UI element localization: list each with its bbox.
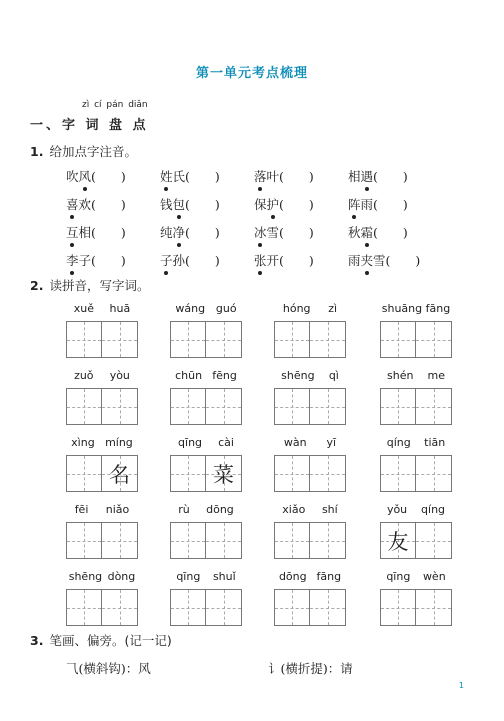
word-group (170, 570, 242, 626)
item-text: 相 (348, 169, 361, 184)
pinyin-syllable: shí (321, 503, 338, 516)
pinyin-syllable: xìng (71, 436, 95, 449)
writing-box[interactable] (67, 523, 102, 558)
question-1-text: 给加点字注音。 (49, 144, 137, 159)
word-group (380, 436, 452, 492)
question-3-text: 笔画、偏旁。(记一记) (49, 633, 172, 648)
writing-boxes (66, 522, 138, 559)
writing-box[interactable] (416, 389, 451, 424)
item-answer-blank: 子( ) (78, 253, 126, 268)
question-3-number: 3. (30, 633, 44, 648)
writing-box[interactable] (381, 590, 416, 625)
word-group (66, 436, 138, 492)
pinyin-syllable: fāng (316, 570, 342, 583)
item-answer-blank: 叶( ) (266, 169, 314, 184)
pinyin-syllable: wáng (175, 302, 206, 315)
writing-box[interactable] (310, 389, 345, 424)
writing-boxes (380, 321, 452, 358)
pinyin-syllable: niǎo (105, 503, 130, 516)
word-group (274, 302, 346, 358)
writing-boxes (170, 522, 242, 559)
writing-box[interactable] (206, 456, 241, 491)
word-group (170, 436, 242, 492)
item-answer-blank: ( ) (185, 225, 220, 240)
word-pinyin (380, 369, 452, 383)
page-number: 1 (458, 681, 464, 690)
box-character: 名 (109, 462, 130, 487)
writing-box[interactable] (381, 322, 416, 357)
question-2-text: 读拼音，写字词。 (49, 278, 150, 293)
writing-box[interactable] (171, 389, 206, 424)
pinyin-syllable: zì (328, 302, 338, 315)
word-group (274, 570, 346, 626)
writing-boxes (170, 589, 242, 626)
writing-box[interactable] (275, 523, 310, 558)
writing-box[interactable] (102, 322, 137, 357)
pinyin-syllable: qīng (176, 570, 201, 583)
section-pinyin: zì cí pán diǎn (82, 100, 148, 110)
item-answer-blank: 雪( ) (266, 225, 314, 240)
pinyin-item[interactable] (66, 251, 126, 269)
item-text: 秋 (348, 225, 361, 240)
writing-boxes (66, 589, 138, 626)
dotted-character: 落 (254, 169, 267, 184)
writing-box[interactable] (310, 523, 345, 558)
pinyin-syllable: chūn (175, 369, 203, 382)
pinyin-syllable: míng (105, 436, 133, 449)
writing-box[interactable] (381, 456, 416, 491)
item-answer-blank: ( ) (373, 169, 408, 184)
word-group (66, 302, 138, 358)
writing-boxes (274, 388, 346, 425)
word-group (380, 503, 452, 559)
writing-box[interactable] (67, 456, 102, 491)
pinyin-syllable: shēng (281, 369, 315, 382)
writing-box[interactable] (310, 590, 345, 625)
section-heading: 一、字 词 盘 点 (30, 118, 149, 133)
item-answer-blank: ( ) (185, 197, 220, 212)
item-text: 保 (254, 197, 267, 212)
pinyin-item[interactable] (254, 251, 314, 269)
pinyin-item[interactable] (66, 223, 126, 241)
pinyin-syllable: fēng (212, 369, 237, 382)
pinyin-syllable: qīng (386, 570, 411, 583)
dotted-character: 姓 (160, 169, 173, 184)
dotted-character: 包 (172, 197, 186, 212)
writing-box[interactable] (275, 389, 310, 424)
pinyin-item[interactable] (348, 195, 408, 213)
pinyin-item[interactable] (348, 167, 408, 185)
pinyin-item[interactable] (254, 167, 314, 185)
word-pinyin (380, 503, 452, 517)
word-pinyin (170, 369, 242, 383)
word-pinyin (380, 436, 452, 450)
pinyin-syllable: tiān (424, 436, 446, 449)
item-text: 吹 (66, 169, 79, 184)
dotted-character: 张 (254, 253, 267, 268)
word-group (274, 436, 346, 492)
pinyin-syllable: xuě (73, 302, 95, 315)
writing-boxes (380, 388, 452, 425)
dotted-character: 喜 (66, 197, 79, 212)
word-pinyin (66, 369, 138, 383)
writing-boxes (380, 522, 452, 559)
question-1-number: 1. (30, 144, 44, 159)
item-answer-blank: 欢( ) (78, 197, 126, 212)
word-pinyin (66, 436, 138, 450)
item-answer-blank: 孙( ) (172, 253, 220, 268)
writing-box[interactable] (275, 322, 310, 357)
word-group (66, 503, 138, 559)
writing-box[interactable] (275, 590, 310, 625)
word-pinyin (274, 570, 346, 584)
item-text: 钱 (160, 197, 173, 212)
pinyin-syllable: wèn (422, 570, 446, 583)
pinyin-syllable: yòu (109, 369, 130, 382)
item-text: 雨 (348, 253, 361, 268)
pinyin-syllable: qíng (386, 436, 411, 449)
writing-box[interactable] (310, 322, 345, 357)
writing-boxes (170, 388, 242, 425)
pinyin-syllable: fēi (74, 503, 89, 516)
pinyin-syllable: rù (178, 503, 190, 516)
dotted-character: 霜 (360, 225, 374, 240)
question-3 (30, 631, 172, 649)
pinyin-syllable: xiǎo (282, 503, 306, 516)
pinyin-syllable: dōng (278, 570, 307, 583)
writing-box[interactable] (416, 456, 451, 491)
writing-box[interactable] (171, 590, 206, 625)
question-2-number: 2. (30, 278, 44, 293)
word-pinyin (274, 302, 346, 316)
box-character: 友 (387, 529, 409, 554)
word-pinyin (274, 369, 346, 383)
page-title: 第一单元考点梳理 (195, 66, 308, 81)
pinyin-syllable: dòng (107, 570, 136, 583)
writing-box[interactable] (171, 322, 206, 357)
writing-boxes (66, 388, 138, 425)
word-group (274, 369, 346, 425)
pinyin-syllable: huā (109, 302, 131, 315)
pinyin-syllable: hóng (282, 302, 311, 315)
writing-boxes (66, 455, 138, 492)
word-group (380, 570, 452, 626)
item-answer-blank: 氏( ) (172, 169, 220, 184)
pinyin-syllable: fāng (425, 302, 451, 315)
writing-boxes (170, 321, 242, 358)
writing-box[interactable] (171, 523, 206, 558)
dotted-character: 冰 (254, 225, 267, 240)
pinyin-syllable: yī (326, 436, 337, 449)
writing-boxes (274, 589, 346, 626)
pinyin-item[interactable] (160, 223, 220, 241)
word-group (66, 369, 138, 425)
word-group (170, 302, 242, 358)
pinyin-syllable: zuǒ (74, 369, 94, 382)
writing-boxes (274, 321, 346, 358)
pinyin-syllable: shuāng (381, 302, 423, 315)
dotted-character: 阵 (348, 197, 361, 212)
pinyin-item[interactable] (160, 251, 220, 269)
word-pinyin (66, 503, 138, 517)
writing-boxes (66, 321, 138, 358)
pinyin-item[interactable] (66, 195, 126, 213)
writing-box[interactable] (102, 523, 137, 558)
writing-box[interactable] (381, 389, 416, 424)
pinyin-item[interactable] (348, 251, 420, 269)
pinyin-item[interactable] (254, 223, 314, 241)
item-answer-blank: 雨( ) (360, 197, 408, 212)
word-group (66, 570, 138, 626)
writing-box[interactable] (275, 456, 310, 491)
writing-box[interactable] (206, 322, 241, 357)
writing-box[interactable] (206, 389, 241, 424)
pinyin-item[interactable] (160, 195, 220, 213)
pinyin-item[interactable] (348, 223, 408, 241)
word-pinyin (380, 570, 452, 584)
writing-box[interactable] (102, 456, 137, 491)
writing-box[interactable] (102, 389, 137, 424)
writing-box[interactable] (67, 389, 102, 424)
dotted-character: 互 (66, 225, 79, 240)
item-answer-blank: ( ) (373, 225, 408, 240)
pinyin-syllable: qì (328, 369, 339, 382)
word-pinyin (66, 302, 138, 316)
word-pinyin (274, 503, 346, 517)
writing-box[interactable] (416, 322, 451, 357)
dotted-character: 护 (266, 197, 280, 212)
dotted-character: 遇 (360, 169, 374, 184)
item-answer-blank: ( ) (91, 169, 126, 184)
stroke-item-1: ⺄(横斜钩)：风 (66, 661, 151, 676)
word-group (170, 369, 242, 425)
item-answer-blank: 开( ) (266, 253, 314, 268)
pinyin-syllable: yǒu (386, 503, 408, 516)
writing-box[interactable] (171, 456, 206, 491)
pinyin-syllable: cài (218, 436, 234, 449)
writing-boxes (274, 522, 346, 559)
stroke-item-2: 讠(横折提)：请 (268, 661, 353, 676)
pinyin-syllable: shén (387, 369, 414, 382)
word-group (380, 302, 452, 358)
pinyin-item[interactable] (66, 167, 126, 185)
item-text: 纯 (160, 225, 173, 240)
pinyin-syllable: qīng (178, 436, 203, 449)
item-answer-blank: 相( ) (78, 225, 126, 240)
writing-box[interactable] (416, 523, 451, 558)
writing-box[interactable] (67, 590, 102, 625)
word-pinyin (66, 570, 138, 584)
pinyin-syllable: guó (215, 302, 237, 315)
writing-box[interactable] (310, 456, 345, 491)
dotted-character: 子 (160, 253, 173, 268)
pinyin-syllable: shuǐ (212, 570, 236, 583)
writing-box[interactable] (206, 523, 241, 558)
word-group (170, 503, 242, 559)
word-pinyin (170, 503, 242, 517)
dotted-character: 净 (172, 225, 186, 240)
box-character: 菜 (213, 462, 234, 487)
pinyin-syllable: shēng (68, 570, 103, 583)
pinyin-syllable: me (427, 369, 445, 382)
writing-box[interactable] (102, 590, 137, 625)
word-pinyin (170, 570, 242, 584)
question-1 (30, 142, 137, 160)
word-group (380, 369, 452, 425)
pinyin-syllable: wàn (283, 436, 307, 449)
writing-boxes (274, 455, 346, 492)
writing-box[interactable] (67, 322, 102, 357)
word-pinyin (170, 436, 242, 450)
pinyin-syllable: qíng (421, 503, 446, 516)
word-group (274, 503, 346, 559)
writing-box[interactable] (206, 590, 241, 625)
word-pinyin (380, 302, 452, 316)
writing-boxes (380, 589, 452, 626)
dotted-character: 风 (78, 169, 92, 184)
writing-boxes (380, 455, 452, 492)
dotted-character: 李 (66, 253, 79, 268)
writing-boxes (170, 455, 242, 492)
writing-box[interactable] (381, 523, 416, 558)
pinyin-item[interactable] (254, 195, 314, 213)
item-answer-blank: ( ) (279, 197, 314, 212)
pinyin-syllable: dōng (206, 503, 234, 516)
question-2 (30, 276, 149, 294)
word-pinyin (274, 436, 346, 450)
pinyin-item[interactable] (160, 167, 220, 185)
dotted-character: 夹 (360, 253, 374, 268)
item-answer-blank: 雪( ) (373, 253, 421, 268)
word-pinyin (170, 302, 242, 316)
writing-box[interactable] (416, 590, 451, 625)
